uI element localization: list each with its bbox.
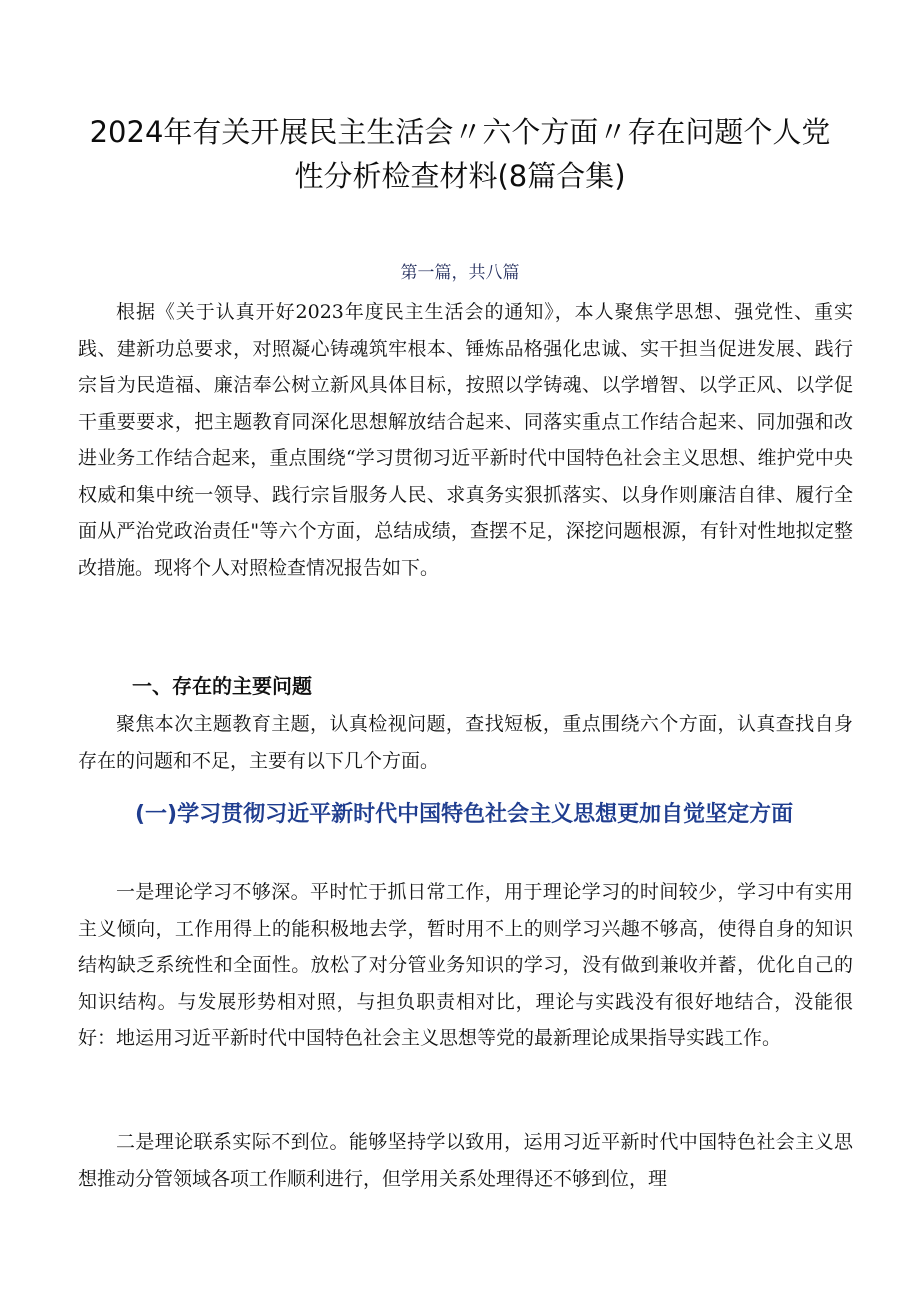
title-line-1: 2024年有关开展民主生活会〃六个方面〃存在问题个人党 (89, 115, 831, 149)
document-title (60, 110, 860, 198)
section-intro-paragraph: 聚焦本次主题教育主题，认真检视问题，查找短板，重点围绕六个方面，认真查找自身存在的问题和不足，主要有以下几个方面。 (78, 713, 853, 772)
intro-paragraph: 根据《关于认真开好2023年度民主生活会的通知》，本人聚焦学思想、强党性、重实践、建新功总要求，对照凝心铸魂筑牢根本、锤炼品格强化忠诚、实干担当促进发展、践行宗旨为民造福、廉洁奉公树立新风具体目标，按照以学铸魂、以学增智、以学正风、以学促干重要要求，把主题教育同深化思想解放结合起来、同落实重点工作结合起来、同加强和改进业务工作结合起来，重点围绕“学习贯彻习近平新时代中国特色社会主义思想、维护党中央权威和集中统一领导、践行宗旨服务人民、求真务实狠抓落实、以身作则廉洁自律、履行全面从严治党政治责任"等六个方面，总结成绩，查摆不足，深挖问题根源，有针对性地拟定整改措施。现将个人对照检查情况报告如下。 (78, 301, 853, 579)
point-one-paragraph: 一是理论学习不够深。平时忙于抓日常工作，用于理论学习的时间较少，学习中有实用主义倾向，工作用得上的能积极地去学，暂时用不上的则学习兴趣不够高，使得自身的知识结构缺乏系统性和全面性。放松了对分管业务知识的学习，没有做到兼收并蓄，优化自己的知识结构。与发展形势相对照，与担负职责相对比，理论与实践没有很好地结合，没能很好：地运用习近平新时代中国特色社会主义思想等党的最新理论成果指导实践工作。 (78, 881, 853, 1049)
section-heading-main-problems: 一、存在的主要问题 (132, 674, 312, 698)
title-line-2: 性分析检查材料(8篇合集) (294, 159, 626, 193)
point-two-paragraph: 二是理论联系实际不到位。能够坚持学以致用，运用习近平新时代中国特色社会主义思想推动分管领域各项工作顺利进行，但学用关系处理得还不够到位，理 (78, 1131, 853, 1190)
subsection-heading-theory-study: (一)学习贯彻习近平新时代中国特色社会主义思想更加自觉坚定方面 (135, 802, 794, 827)
part-label: 第一篇，共八篇 (400, 263, 520, 283)
